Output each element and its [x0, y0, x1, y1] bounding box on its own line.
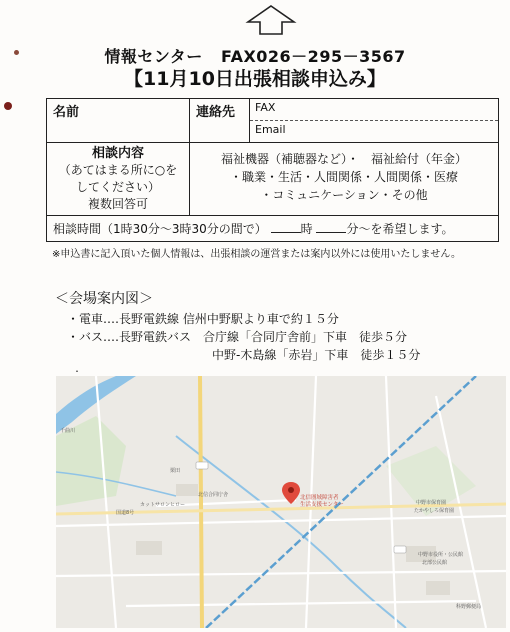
contact-label-cell	[190, 99, 250, 143]
consult-hint: 複数回答可	[87, 197, 148, 211]
marker-label: 生活支援センター	[300, 502, 344, 508]
up-arrow-icon	[244, 4, 298, 36]
consult-label: 相談内容	[91, 146, 144, 161]
train-info: ・電車‥‥長野電鉄線 信州中野駅より車で約１５分	[67, 312, 339, 326]
privacy-note: ※申込書に記入頂いた個人情報は、出張相談の運営または案内以外には使用いたしません。	[52, 249, 461, 260]
major-road	[200, 376, 202, 628]
map-label: たかやしろ保育園	[414, 508, 455, 514]
application-form	[46, 98, 499, 242]
time-row	[47, 216, 499, 242]
hour-blank[interactable]	[271, 223, 301, 233]
option-line: ・コミュニケーション・その他	[260, 188, 428, 202]
map-label: カットサロンヒロー	[140, 502, 185, 508]
email-field[interactable]: Email	[250, 120, 498, 141]
page-title: 【11月10日出張相談申込み】	[124, 68, 386, 90]
consult-options[interactable]	[190, 143, 499, 216]
map-label: 中野市保育園	[416, 500, 447, 506]
option-line: 福祉機器（補聴器など）・ 福祉給付（年金）	[220, 152, 467, 166]
area-map[interactable]	[56, 376, 506, 628]
bullet-dot: ・	[73, 367, 81, 376]
fax-number: FAX026－295－3567	[220, 47, 406, 66]
consult-label-cell	[47, 143, 190, 216]
bus-info: ・バス‥‥長野電鉄バス 合庁線「合同庁舎前」下車 徒歩５分	[67, 330, 408, 344]
minute-unit: 分～を希望します。	[346, 222, 454, 236]
consult-hint: （あてはまる所に○を	[58, 163, 178, 177]
time-text: 相談時間（1時30分～3時30分の間で）	[53, 222, 267, 236]
consult-hint: してください）	[75, 180, 160, 194]
map-label: 千曲川	[60, 428, 76, 434]
marker-label: 北信圏域障害者	[300, 495, 339, 501]
center-name: 情報センター	[104, 47, 203, 66]
option-line: ・職業・生活・人間関係・人間関係・医療	[229, 170, 458, 184]
map-canvas	[56, 376, 506, 628]
map-label: 国道8号	[116, 510, 135, 516]
contact-label: 連絡先	[196, 105, 236, 120]
map-label: 栗田	[170, 468, 181, 474]
name-label: 名前	[53, 105, 80, 120]
hour-unit: 時	[300, 222, 313, 236]
contact-fields	[250, 99, 499, 143]
map-label: 中野市役所・公民館	[418, 552, 464, 558]
minute-blank[interactable]	[316, 223, 346, 233]
venue-heading: ＜会場案内図＞	[55, 291, 153, 307]
bus-info: 中野-木島線「赤岩」下車 徒歩１５分	[212, 348, 421, 362]
map-label: 科野郵便局	[456, 604, 482, 610]
name-label-cell	[47, 99, 190, 143]
punch-hole	[4, 102, 12, 110]
map-label: 北部公民館	[422, 560, 448, 566]
map-label: 北信合同庁舎	[198, 492, 229, 498]
fax-field[interactable]: FAX	[255, 101, 276, 114]
